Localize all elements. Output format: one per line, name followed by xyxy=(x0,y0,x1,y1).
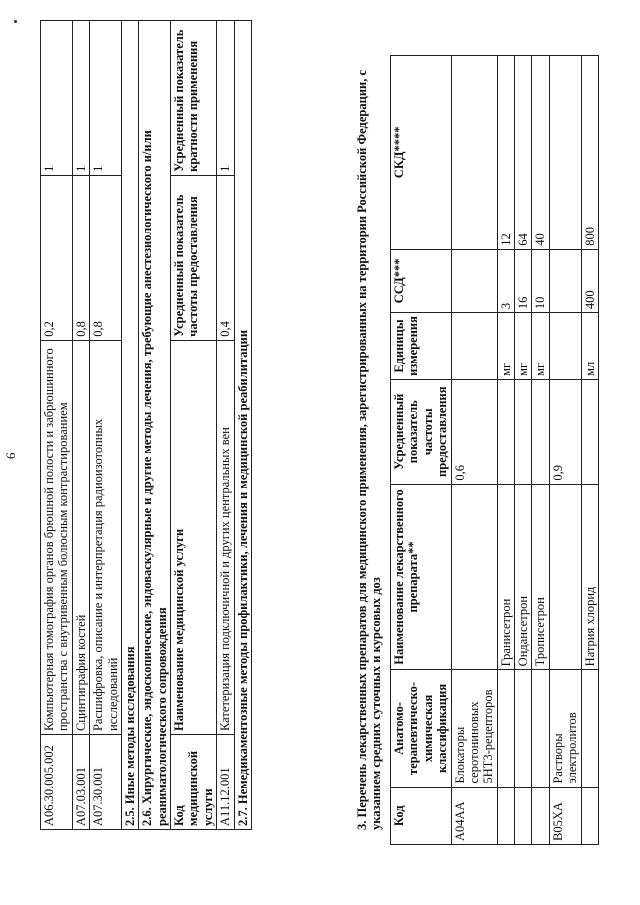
group-freq: 0,9 xyxy=(549,379,581,484)
group-atc: Растворы электролитов xyxy=(549,670,581,787)
header-code: Код медицинской услуги xyxy=(171,735,217,830)
table-row xyxy=(72,21,89,830)
services-table xyxy=(40,20,252,830)
header-atc: Анатомо-терапевтическо-химическая классификация xyxy=(391,670,452,787)
drug-row xyxy=(532,56,549,845)
drug-row xyxy=(497,56,514,845)
drug-row xyxy=(515,56,532,845)
drugs-table xyxy=(390,55,599,845)
table-row xyxy=(90,21,122,830)
mult-value: 1 xyxy=(41,21,73,176)
drug-name: Гранисетрон xyxy=(497,484,514,670)
freq-value: 0,4 xyxy=(217,175,234,340)
table-header-row xyxy=(171,21,217,830)
table-row xyxy=(41,21,73,830)
header-code: Код xyxy=(391,787,452,844)
drug-skd: 64 xyxy=(515,56,532,250)
drug-name: Ондансетрон xyxy=(515,484,532,670)
section-title-2-5: 2.5. Иные методы исследования xyxy=(121,21,138,830)
drug-skd: 12 xyxy=(497,56,514,250)
service-code: A07.30.001 xyxy=(90,735,122,830)
section-row xyxy=(139,21,171,830)
drug-ssd: 16 xyxy=(515,249,532,312)
service-name: Компьютерная томография органов брюшной полости и забрюшинного пространства с внутривенным болюсным контрастированием xyxy=(41,340,73,734)
mult-value: 1 xyxy=(90,21,122,176)
header-mult: Усредненный показатель кратности применения xyxy=(171,21,217,176)
freq-value: 0,8 xyxy=(72,175,89,340)
section-row xyxy=(234,21,251,830)
drug-name: Трописетрон xyxy=(532,484,549,670)
page-number: 6 xyxy=(3,452,18,459)
freq-value: 0,8 xyxy=(90,175,122,340)
service-code: A11.12.001 xyxy=(217,735,234,830)
drug-ssd: 3 xyxy=(497,249,514,312)
drug-skd: 800 xyxy=(581,56,598,250)
group-atc: Блокаторы серотониновых 5HT3-рецепторов xyxy=(451,670,497,787)
section-heading-3: 3. Перечень лекарственных препаратов для медицинского применения, зарегистрированных на территории Российской Федерации, с указанием средних суточных и курсовых доз xyxy=(355,69,384,830)
header-skd: СКД**** xyxy=(391,56,452,250)
service-code: A06.30.005.002 xyxy=(41,735,73,830)
freq-value: 0,2 xyxy=(41,175,73,340)
header-freq: Усредненный показатель частоты предоставления xyxy=(171,175,217,340)
drug-unit: мг xyxy=(532,313,549,380)
service-name: Расшифровка, описание и интерпретация радиоизотопных исследований xyxy=(90,340,122,734)
scan-speck xyxy=(14,20,17,23)
group-row xyxy=(451,56,497,845)
table-row xyxy=(217,21,234,830)
drug-ssd: 10 xyxy=(532,249,549,312)
table-header-row xyxy=(391,56,452,845)
group-row xyxy=(549,56,581,845)
header-freq: Усредненный показатель частоты предоставления xyxy=(391,379,452,484)
drug-ssd: 400 xyxy=(581,249,598,312)
mult-value: 1 xyxy=(72,21,89,176)
drug-unit: мг xyxy=(497,313,514,380)
section-row xyxy=(121,21,138,830)
drug-name: Натрия хлорид xyxy=(581,484,598,670)
group-freq: 0,6 xyxy=(451,379,497,484)
mult-value: 1 xyxy=(217,21,234,176)
header-name: Наименование медицинской услуги xyxy=(171,340,217,734)
service-name: Катетеризация подключичной и других центральных вен xyxy=(217,340,234,734)
drug-row xyxy=(581,56,598,845)
drug-unit: мг xyxy=(515,313,532,380)
header-unit: Единицы измерения xyxy=(391,313,452,380)
section-title-2-7: 2.7. Немедикаментозные методы профилактики, лечения и медицинской реабилитации xyxy=(234,21,251,830)
service-name: Сцинтиграфия костей xyxy=(72,340,89,734)
drug-skd: 40 xyxy=(532,56,549,250)
header-ssd: ССД*** xyxy=(391,249,452,312)
section-title-2-6: 2.6. Хирургические, эндоскопические, эндоваскулярные и другие методы лечения, требующие анестезиологического и/или реаниматологического сопровождения xyxy=(139,21,171,830)
group-code: A04AA xyxy=(451,787,497,844)
drug-unit: мл xyxy=(581,313,598,380)
service-code: A07.03.001 xyxy=(72,735,89,830)
group-code: B05XA xyxy=(549,787,581,844)
header-drug: Наименование лекарственного препарата** xyxy=(391,484,452,670)
